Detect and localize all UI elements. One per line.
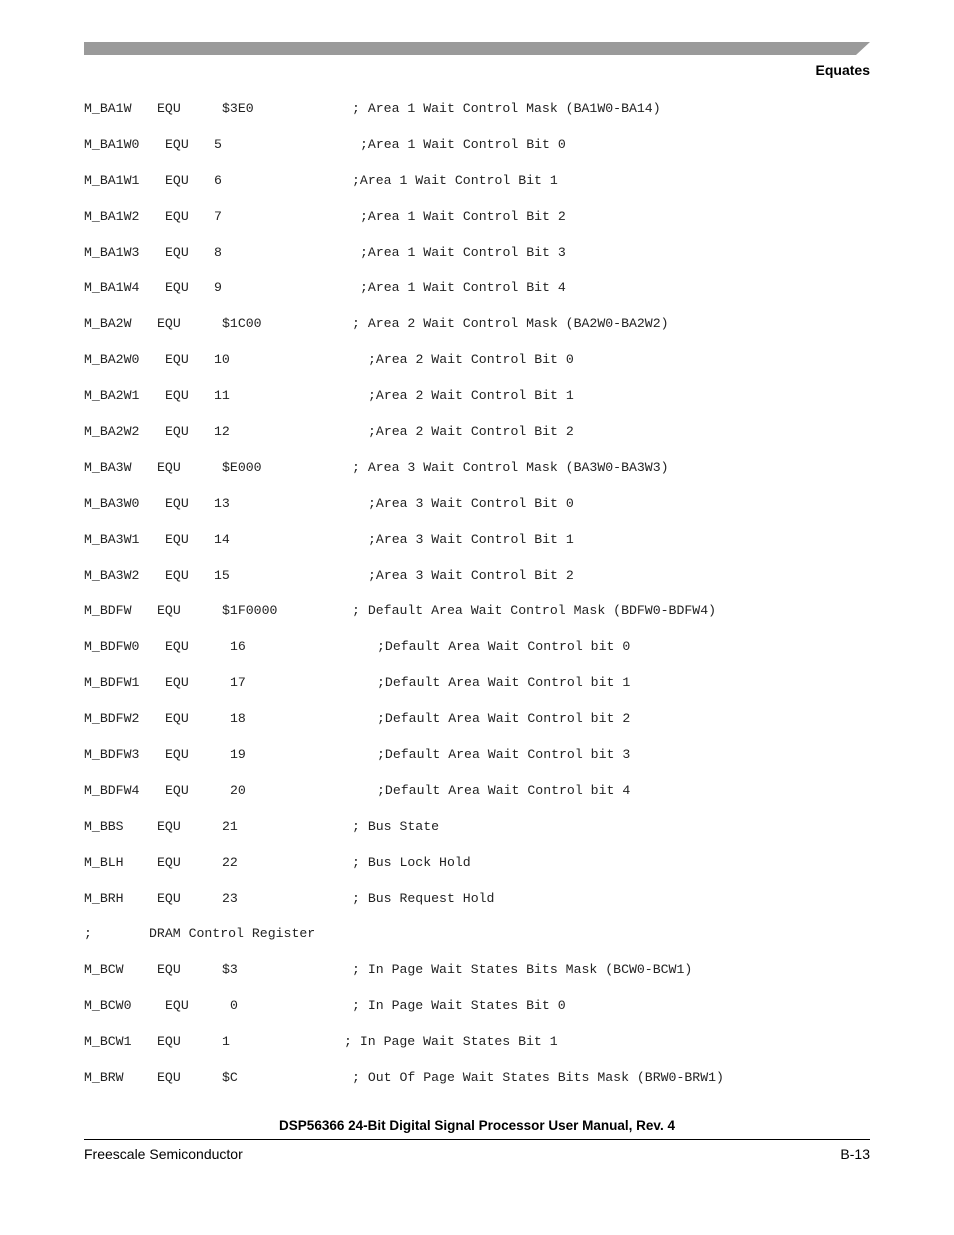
equate-comment: ;Area 1 Wait Control Bit 2 xyxy=(360,208,566,224)
equate-comment: ;Area 1 Wait Control Bit 0 xyxy=(360,136,566,152)
equate-comment: ; Area 3 Wait Control Mask (BA3W0-BA3W3) xyxy=(352,459,669,475)
code-listing xyxy=(84,100,874,1105)
equate-directive: EQU xyxy=(157,890,181,906)
equate-comment: ;Default Area Wait Control bit 3 xyxy=(377,747,631,763)
equate-value: 14 xyxy=(214,531,230,547)
equate-value: $1F0000 xyxy=(222,603,278,619)
code-line xyxy=(84,315,874,351)
code-line xyxy=(84,351,874,387)
code-line xyxy=(84,387,874,423)
equate-comment: ; Out Of Page Wait States Bits Mask (BRW0-BRW1) xyxy=(352,1070,724,1086)
code-line xyxy=(84,567,874,603)
equate-directive: EQU xyxy=(157,854,181,870)
code-line xyxy=(84,423,874,459)
equate-name: M_BA3W xyxy=(84,459,132,475)
code-line xyxy=(84,100,874,136)
code-line xyxy=(84,172,874,208)
equate-directive: EQU xyxy=(157,101,181,116)
equate-name: M_BDFW3 xyxy=(84,747,140,763)
equate-directive: EQU xyxy=(165,998,189,1014)
equate-value: 6 xyxy=(214,172,222,188)
equate-name: M_BRH xyxy=(84,890,124,906)
header-bar-shape xyxy=(84,42,870,55)
equate-name: M_BA3W1 xyxy=(84,531,140,547)
equate-comment: ;Area 2 Wait Control Bit 2 xyxy=(368,424,574,440)
equate-comment: ; Bus Lock Hold xyxy=(352,854,471,870)
equate-comment: ; Area 1 Wait Control Mask (BA1W0-BA14) xyxy=(352,101,661,116)
equate-comment: ; Bus State xyxy=(352,818,440,834)
equate-value: 17 xyxy=(230,675,246,691)
equate-value: 0 xyxy=(230,998,238,1014)
equate-comment: ;Area 1 Wait Control Bit 1 xyxy=(352,172,558,188)
header-bar xyxy=(84,42,870,55)
equate-name: M_BA2W1 xyxy=(84,388,140,404)
footer-title: DSP56366 24-Bit Digital Signal Processor User Manual, Rev. 4 xyxy=(279,1118,675,1133)
equate-name: M_BCW xyxy=(84,962,124,978)
equate-name: M_BA2W xyxy=(84,316,132,332)
code-line xyxy=(84,1069,874,1105)
equate-comment: ; Area 2 Wait Control Mask (BA2W0-BA2W2) xyxy=(352,316,669,332)
equate-directive: EQU xyxy=(165,244,189,260)
code-line xyxy=(84,1033,874,1069)
equate-name: M_BDFW xyxy=(84,603,132,619)
equate-name: M_BDFW1 xyxy=(84,675,140,691)
equate-comment: ; In Page Wait States Bit 1 xyxy=(344,1034,558,1050)
equate-comment: ;Area 1 Wait Control Bit 3 xyxy=(360,244,566,260)
equate-value: $3 xyxy=(222,962,238,978)
equate-comment: DRAM Control Register xyxy=(149,926,316,942)
equate-value: $C xyxy=(222,1070,238,1086)
code-line xyxy=(84,782,874,818)
equate-value: 1 xyxy=(222,1034,230,1050)
equate-value: 7 xyxy=(214,208,222,224)
equate-directive: EQU xyxy=(165,172,189,188)
footer-divider xyxy=(84,1139,870,1140)
equate-directive: EQU xyxy=(165,280,189,296)
equate-value: $3E0 xyxy=(222,101,254,116)
equate-directive: EQU xyxy=(165,747,189,763)
equate-value: $1C00 xyxy=(222,316,262,332)
equate-name: M_BA2W2 xyxy=(84,424,140,440)
code-line xyxy=(84,495,874,531)
equate-directive: EQU xyxy=(165,495,189,511)
equate-name: M_BLH xyxy=(84,854,124,870)
code-line xyxy=(84,459,874,495)
equate-value: 13 xyxy=(214,495,230,511)
equate-comment: ; In Page Wait States Bit 0 xyxy=(352,998,566,1014)
equate-comment: ;Default Area Wait Control bit 0 xyxy=(377,639,631,655)
footer-company: Freescale Semiconductor xyxy=(84,1146,243,1162)
equate-value: 10 xyxy=(214,352,230,368)
equate-value: 12 xyxy=(214,424,230,440)
code-line xyxy=(84,710,874,746)
equate-comment: ; Bus Request Hold xyxy=(352,890,495,906)
equate-name: M_BA1W4 xyxy=(84,280,140,296)
equate-directive: EQU xyxy=(165,388,189,404)
equate-directive: EQU xyxy=(157,316,181,332)
equate-directive: EQU xyxy=(165,639,189,655)
equate-directive: EQU xyxy=(165,711,189,727)
equate-name: M_BA1W xyxy=(84,101,132,116)
equate-directive: EQU xyxy=(165,675,189,691)
equate-comment: ;Area 2 Wait Control Bit 0 xyxy=(368,352,574,368)
equate-value: 21 xyxy=(222,818,238,834)
equate-comment: ;Area 3 Wait Control Bit 0 xyxy=(368,495,574,511)
equate-value: 18 xyxy=(230,711,246,727)
code-line xyxy=(84,136,874,172)
equate-name: M_BCW1 xyxy=(84,1034,132,1050)
equate-directive: EQU xyxy=(165,782,189,798)
code-line xyxy=(84,746,874,782)
equate-directive: EQU xyxy=(157,962,181,978)
equate-name: ; xyxy=(84,926,92,942)
equate-directive: EQU xyxy=(165,208,189,224)
equate-directive: EQU xyxy=(165,567,189,583)
equate-directive: EQU xyxy=(165,136,189,152)
section-title: Equates xyxy=(815,62,870,78)
equate-value: 16 xyxy=(230,639,246,655)
equate-directive: EQU xyxy=(157,818,181,834)
code-line xyxy=(84,925,874,961)
equate-value: 8 xyxy=(214,244,222,260)
equate-name: M_BA3W2 xyxy=(84,567,140,583)
equate-name: M_BDFW0 xyxy=(84,639,140,655)
equate-name: M_BRW xyxy=(84,1070,124,1086)
equate-name: M_BDFW2 xyxy=(84,711,140,727)
equate-directive: EQU xyxy=(157,603,181,619)
code-line xyxy=(84,208,874,244)
equate-value: 11 xyxy=(214,388,230,404)
code-line xyxy=(84,638,874,674)
equate-name: M_BA1W0 xyxy=(84,136,140,152)
equate-value: 19 xyxy=(230,747,246,763)
equate-directive: EQU xyxy=(165,352,189,368)
equate-value: 20 xyxy=(230,782,246,798)
equate-value: 22 xyxy=(222,854,238,870)
code-line xyxy=(84,961,874,997)
equate-name: M_BBS xyxy=(84,818,124,834)
equate-directive: EQU xyxy=(165,424,189,440)
code-line xyxy=(84,674,874,710)
equate-comment: ; In Page Wait States Bits Mask (BCW0-BCW1) xyxy=(352,962,693,978)
equate-name: M_BDFW4 xyxy=(84,782,140,798)
code-line xyxy=(84,531,874,567)
equate-value: 23 xyxy=(222,890,238,906)
code-line xyxy=(84,279,874,315)
equate-comment: ;Area 3 Wait Control Bit 1 xyxy=(368,531,574,547)
equate-comment: ;Default Area Wait Control bit 2 xyxy=(377,711,631,727)
equate-value: 5 xyxy=(214,136,222,152)
code-line xyxy=(84,890,874,926)
equate-comment: ;Area 2 Wait Control Bit 1 xyxy=(368,388,574,404)
equate-name: M_BA1W1 xyxy=(84,172,140,188)
equate-comment: ;Area 1 Wait Control Bit 4 xyxy=(360,280,566,296)
equate-comment: ;Default Area Wait Control bit 1 xyxy=(377,675,631,691)
equate-comment: ; Default Area Wait Control Mask (BDFW0-BDFW4) xyxy=(352,603,717,619)
equate-name: M_BA3W0 xyxy=(84,495,140,511)
code-line xyxy=(84,602,874,638)
equate-value: 15 xyxy=(214,567,230,583)
code-line xyxy=(84,854,874,890)
page-number: B-13 xyxy=(840,1146,870,1162)
code-line xyxy=(84,818,874,854)
equate-directive: EQU xyxy=(157,459,181,475)
equate-directive: EQU xyxy=(157,1034,181,1050)
equate-directive: EQU xyxy=(157,1070,181,1086)
equate-value: $E000 xyxy=(222,459,262,475)
equate-comment: ;Default Area Wait Control bit 4 xyxy=(377,782,631,798)
equate-name: M_BA1W3 xyxy=(84,244,140,260)
code-line xyxy=(84,997,874,1033)
equate-directive: EQU xyxy=(165,531,189,547)
equate-name: M_BA1W2 xyxy=(84,208,140,224)
equate-comment: ;Area 3 Wait Control Bit 2 xyxy=(368,567,574,583)
code-line xyxy=(84,244,874,280)
equate-name: M_BA2W0 xyxy=(84,352,140,368)
equate-name: M_BCW0 xyxy=(84,998,132,1014)
equate-value: 9 xyxy=(214,280,222,296)
